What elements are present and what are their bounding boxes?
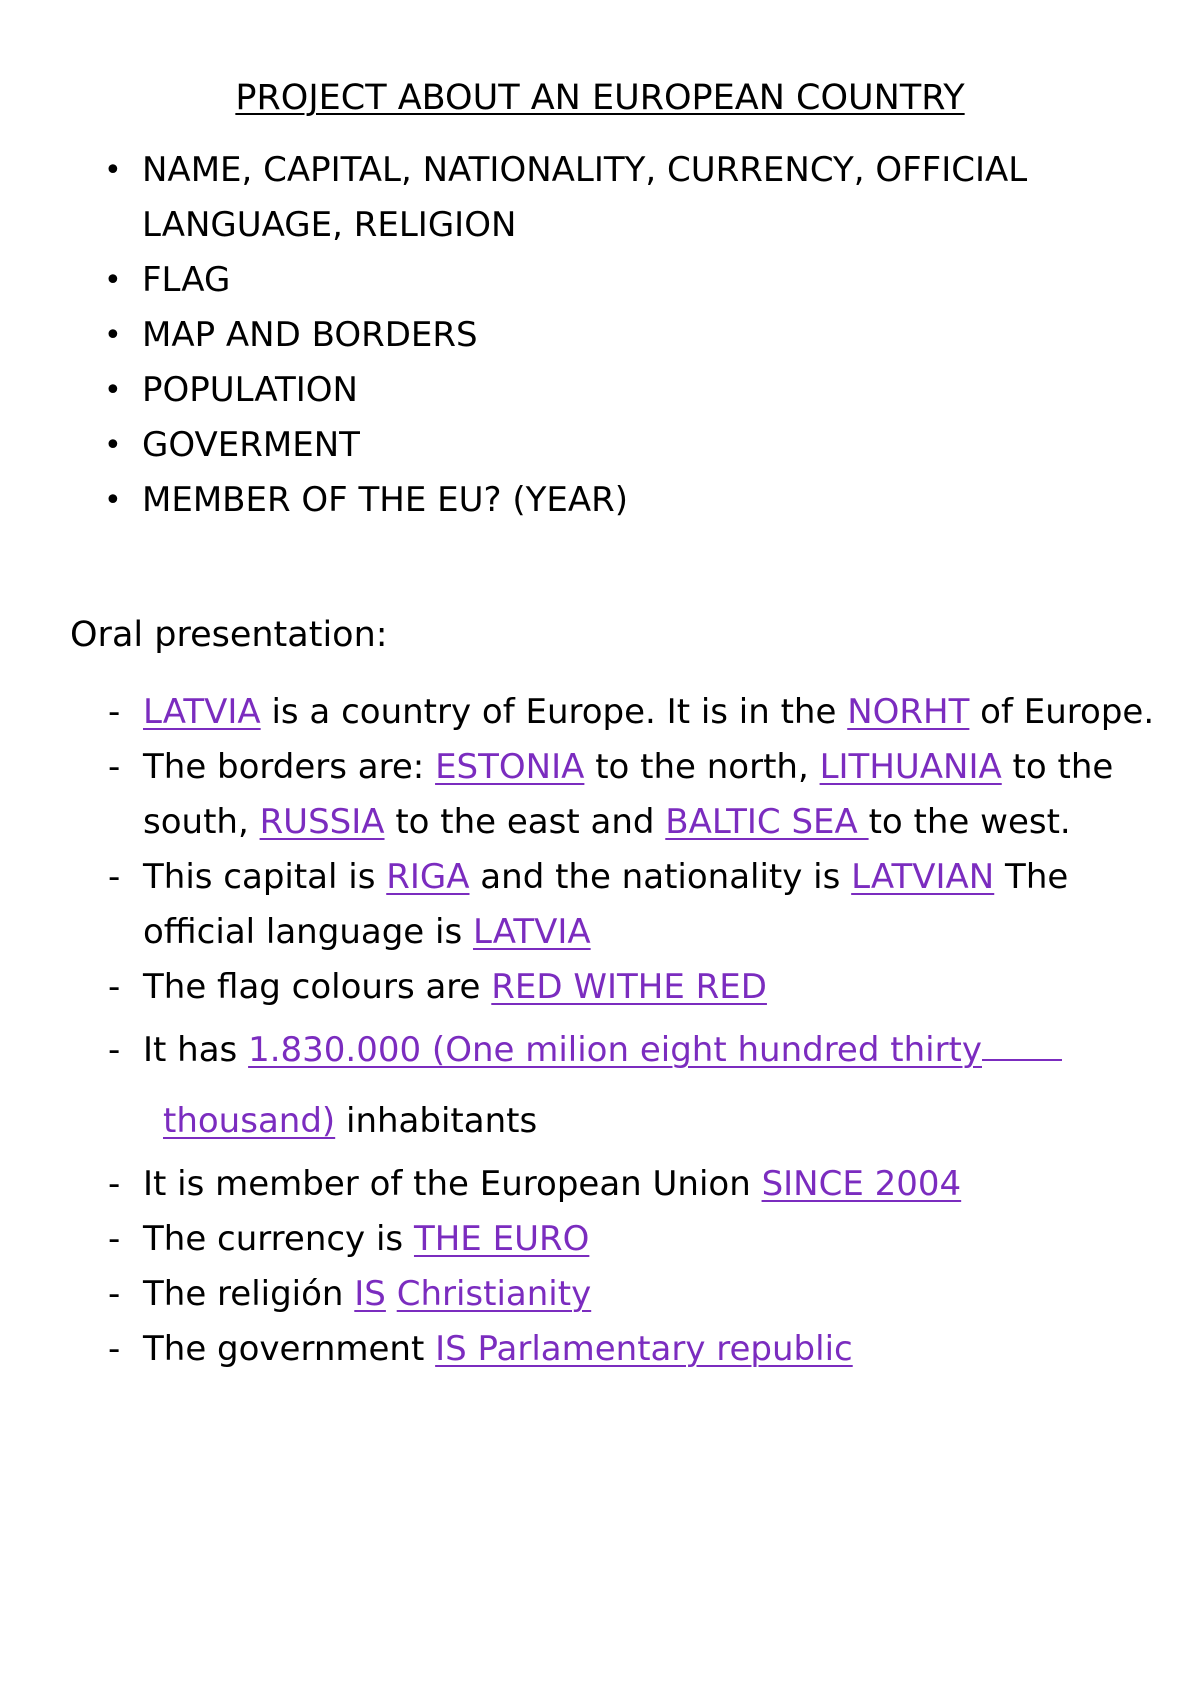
presentation-line-population: - It has 1.830.000 (One milion eight hundred thirty thousand) inhabitants: [0, 1015, 1200, 1157]
dash-icon: -: [108, 1274, 121, 1314]
page-title: PROJECT ABOUT AN EUROPEAN COUNTRY: [235, 78, 965, 118]
presentation-line-flag: - The flag colours are RED WITHE RED: [0, 960, 1200, 1015]
dash-icon: -: [108, 857, 121, 897]
presentation-line-religion: - The religión IS Christianity: [0, 1267, 1200, 1322]
presentation-line-location: - LATVIA is a country of Europe. It is in the NORHT of Europe.: [0, 685, 1200, 740]
answer-border-east: RUSSIA: [259, 802, 385, 842]
answer-capital: RIGA: [386, 857, 470, 897]
bullet-icon: •: [104, 153, 122, 188]
answer-population: 1.830.000 (One milion eight hundred thirty: [248, 1030, 982, 1070]
bullet-icon: •: [104, 373, 122, 408]
presentation-line-borders: - The borders are: ESTONIA to the north, LITHUANIA to the south, RUSSIA to the east and BALTIC SEA to the west.: [0, 740, 1200, 850]
checklist-item: • NAME, CAPITAL, NATIONALITY, CURRENCY, OFFICIAL LANGUAGE, RELIGION: [0, 143, 1200, 253]
checklist-item: • GOVERMENT: [0, 418, 1200, 473]
presentation-line-government: - The government IS Parlamentary republic: [0, 1322, 1200, 1377]
answer-currency: THE EURO: [413, 1219, 590, 1259]
checklist-item: • MEMBER OF THE EU? (YEAR): [0, 473, 1200, 528]
answer-flag-colours: RED WITHE RED: [491, 967, 767, 1007]
answer-border-south: LITHUANIA: [819, 747, 1002, 787]
bullet-icon: •: [104, 428, 122, 463]
answer-language: LATVIA: [472, 912, 591, 952]
presentation-line-capital: - This capital is RIGA and the nationality is LATVIAN The official language is LATVIA: [0, 850, 1200, 960]
answer-blank-line: [982, 1058, 1062, 1061]
bullet-icon: •: [104, 263, 122, 298]
answer-religion: Christianity: [396, 1274, 592, 1314]
checklist-item: • POPULATION: [0, 363, 1200, 418]
project-checklist: [0, 143, 1200, 528]
answer-eu-year: SINCE 2004: [761, 1164, 962, 1204]
dash-icon: -: [108, 1030, 121, 1070]
bullet-icon: •: [104, 318, 122, 353]
dash-icon: -: [108, 692, 121, 732]
checklist-item: • FLAG: [0, 253, 1200, 308]
dash-icon: -: [108, 1329, 121, 1369]
answer-population-cont: thousand): [163, 1101, 336, 1141]
dash-icon: -: [108, 967, 121, 1007]
dash-icon: -: [108, 1164, 121, 1204]
checklist-item: • MAP AND BORDERS: [0, 308, 1200, 363]
answer-nationality: LATVIAN: [851, 857, 995, 897]
answer-government: IS Parlamentary republic: [435, 1329, 853, 1369]
oral-presentation-heading: Oral presentation:: [70, 615, 388, 655]
bullet-icon: •: [104, 483, 122, 518]
dash-icon: -: [108, 1219, 121, 1259]
answer-religion-is: IS: [354, 1274, 386, 1314]
presentation-line-currency: - The currency is THE EURO: [0, 1212, 1200, 1267]
dash-icon: -: [108, 747, 121, 787]
answer-region: NORHT: [847, 692, 970, 732]
answer-border-north: ESTONIA: [435, 747, 585, 787]
answer-border-west: BALTIC SEA: [665, 802, 869, 842]
answer-country: LATVIA: [143, 692, 261, 732]
presentation-line-eu: - It is member of the European Union SINCE 2004: [0, 1157, 1200, 1212]
oral-presentation-lines: [0, 685, 1200, 1377]
